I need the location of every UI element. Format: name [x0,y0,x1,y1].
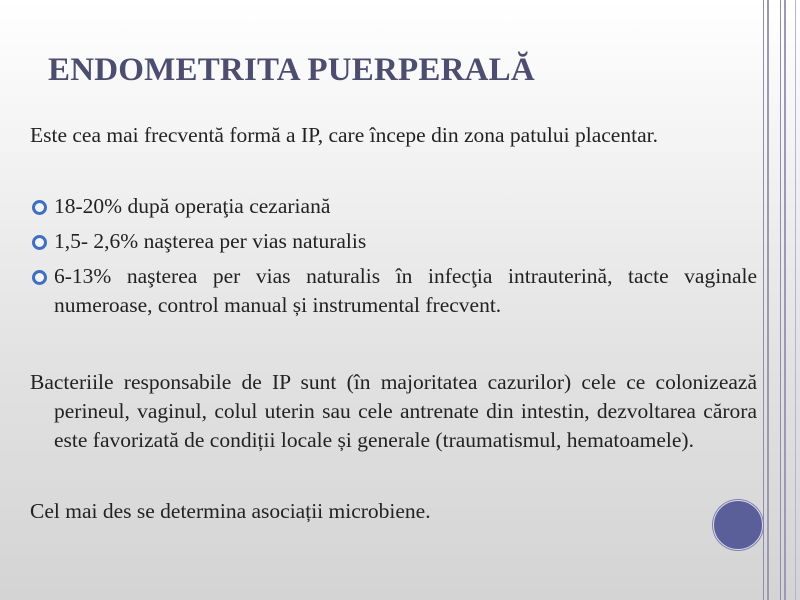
slide-content [30,121,757,526]
ring-bullet-icon [32,270,47,285]
frame-line [780,0,781,600]
frame-line [763,0,764,600]
circle-decoration-icon [713,500,763,550]
frame-line [784,0,786,600]
bullet-item [30,227,757,256]
bullet-list [30,192,757,320]
frame-line [767,0,769,600]
conclusion-paragraph: Cel mai des se determina asociații microbiene. [30,499,431,523]
bullet-item [30,192,757,221]
bullet-text: 6-13% naşterea per vias naturalis în infecţia intrauterină, tacte vaginale numeroase, control manual și instrumental frecvent. [54,264,757,317]
ring-bullet-icon [32,200,47,215]
frame-line [795,0,796,600]
ring-bullet-icon [32,235,47,250]
intro-paragraph: Este cea mai frecventă formă a IP, care începe din zona patului placentar. [30,123,658,147]
slide-title: ENDOMETRITA PUERPERALĂ [48,52,535,88]
bullet-text: 18-20% după operaţia cezariană [54,194,331,218]
bullet-item [30,262,757,320]
bacteria-paragraph: Bacteriile responsabile de IP sunt (în majoritatea cazurilor) cele ce colonizează perineul, vaginul, colul uterin sau cele antrenate din intestin, dezvoltarea cărora este favorizată de condiții locale și generale (traumatismul, hematoamele). [30,370,757,452]
bullet-text: 1,5- 2,6% naşterea per vias naturalis [54,229,367,253]
